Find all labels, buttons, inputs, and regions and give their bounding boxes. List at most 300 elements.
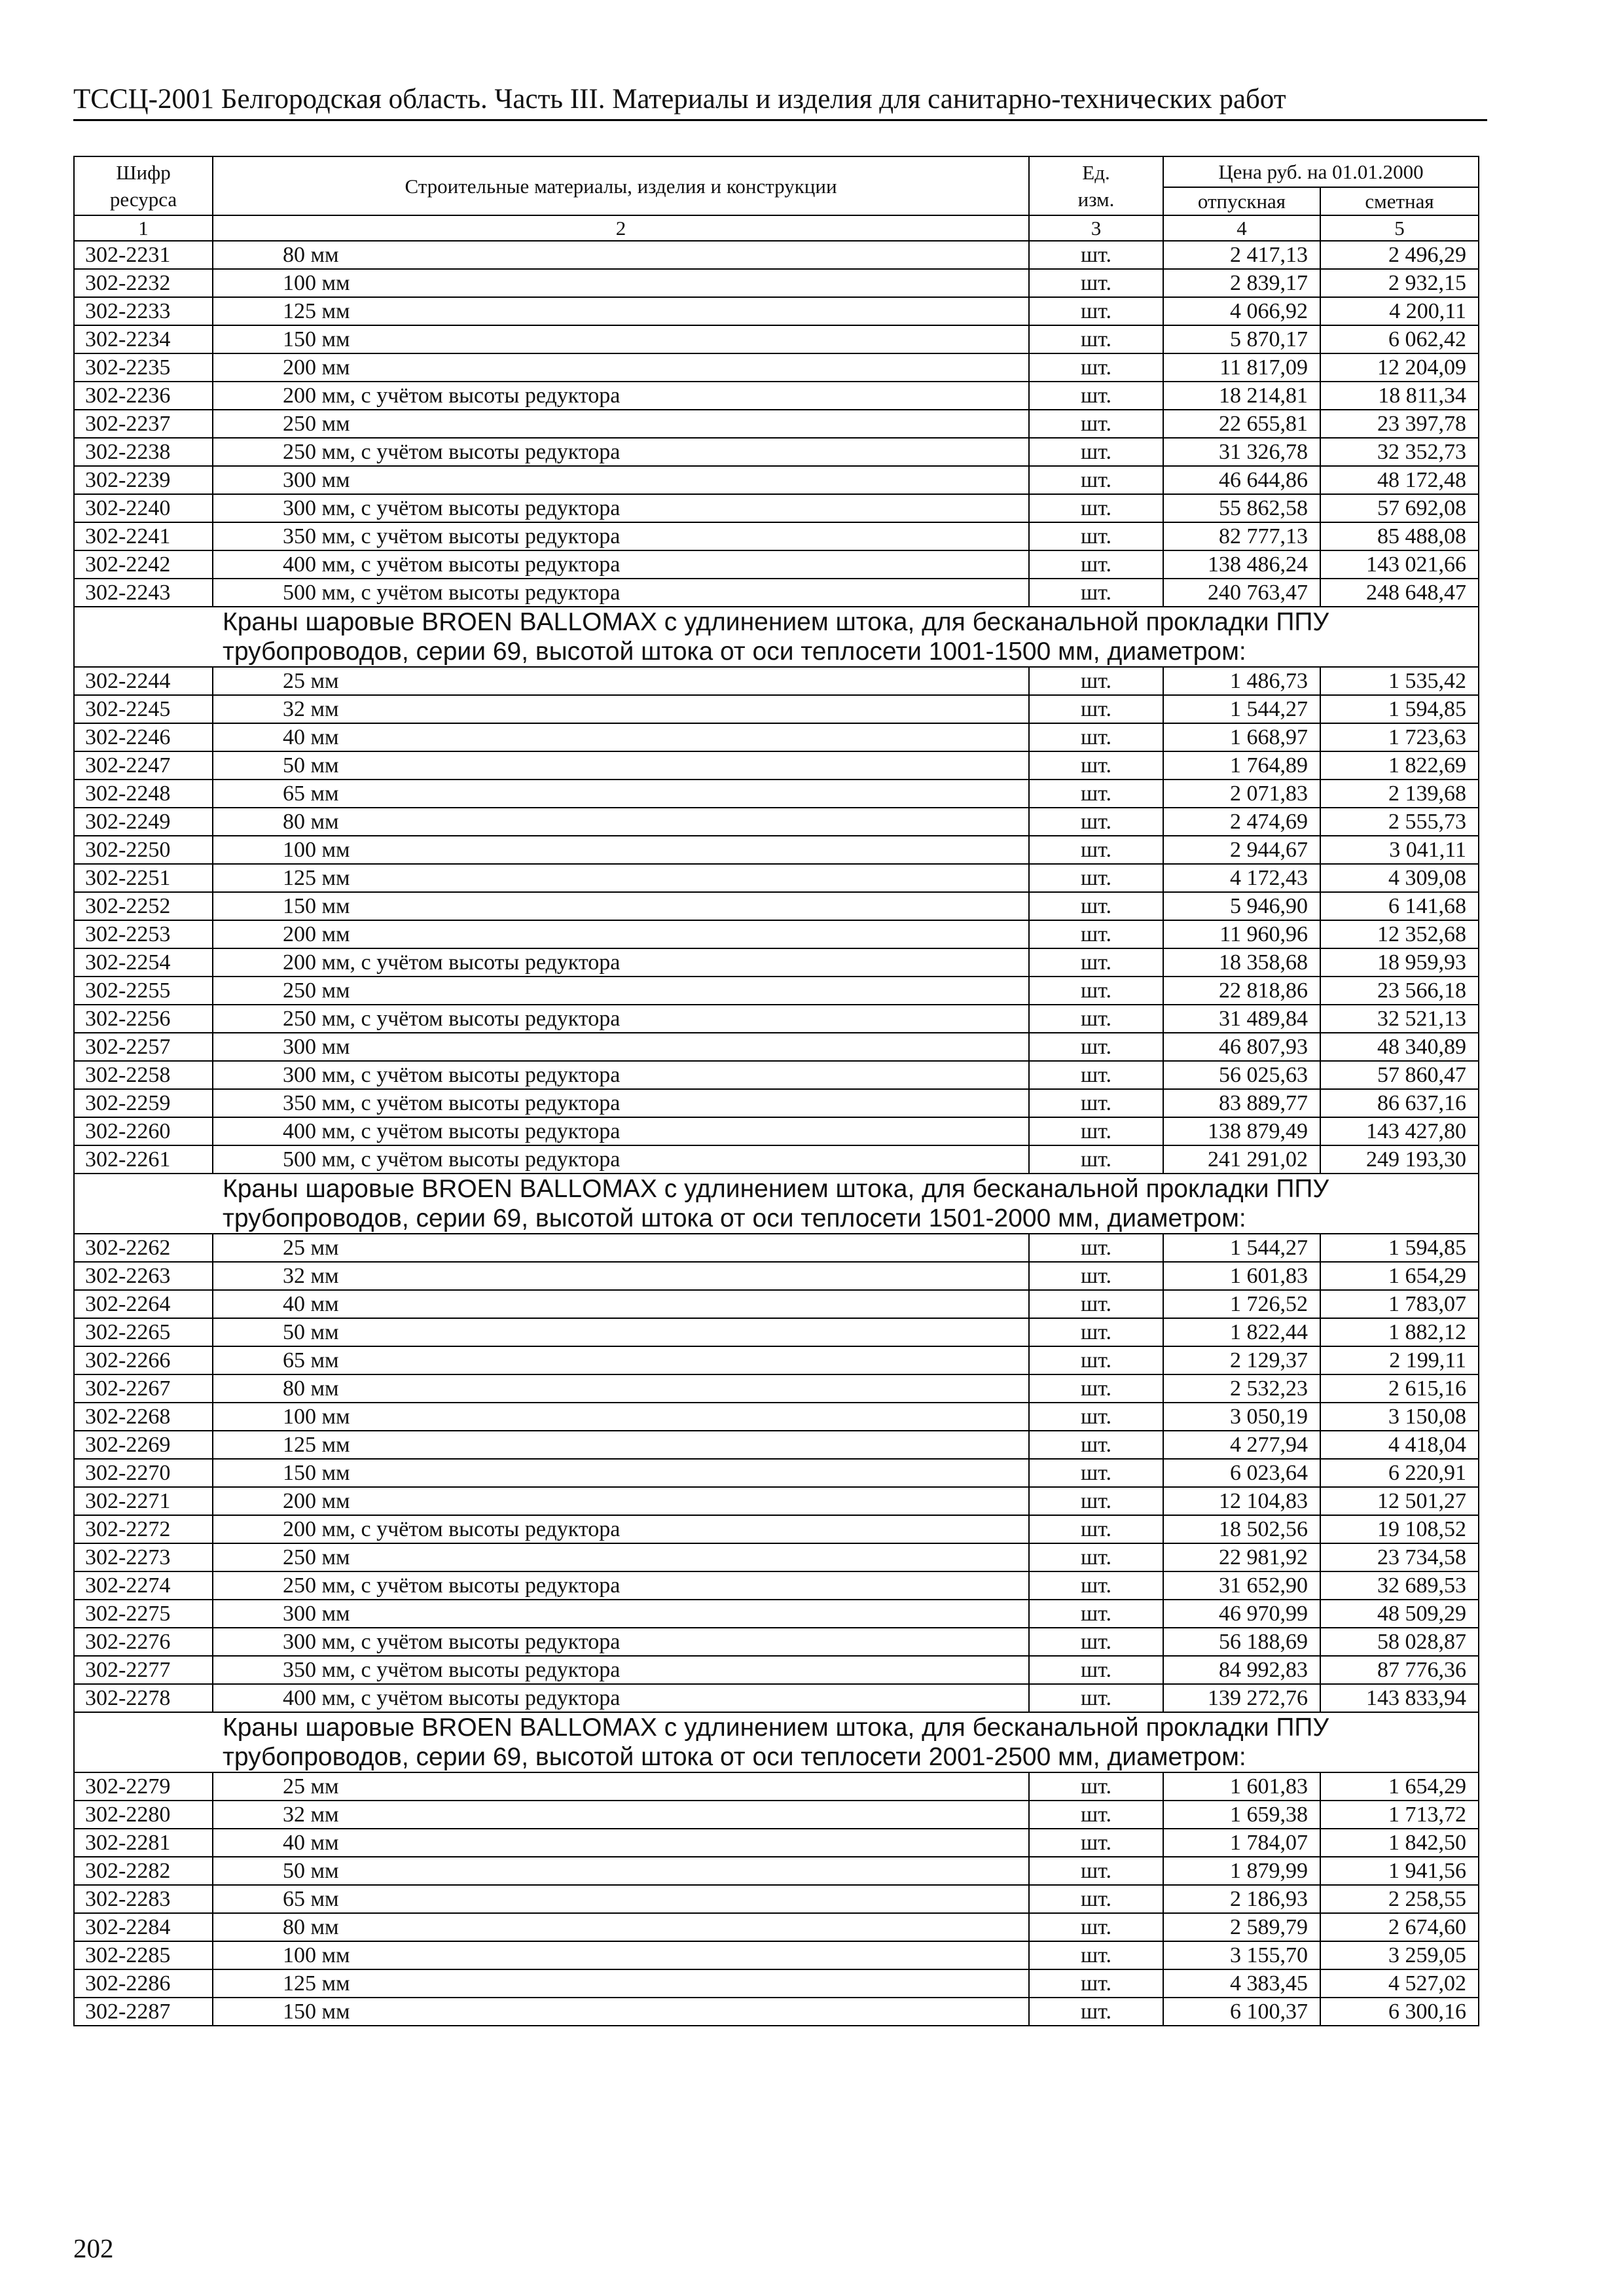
estimate-price-cell: 1 941,56 [1320,1857,1479,1885]
release-price-cell: 1 726,52 [1163,1290,1320,1318]
table-row [74,269,1479,297]
col-header-unit: Ед. изм. [1029,156,1163,215]
unit-cell: шт. [1029,297,1163,325]
code-cell: 302-2264 [74,1290,213,1318]
unit-cell: шт. [1029,353,1163,382]
release-price-cell: 18 358,68 [1163,948,1320,977]
code-cell: 302-2273 [74,1543,213,1571]
name-cell: 80 мм [213,241,1029,269]
code-cell: 302-2270 [74,1459,213,1487]
name-cell: 32 мм [213,1801,1029,1829]
code-cell: 302-2258 [74,1061,213,1089]
code-cell: 302-2243 [74,579,213,607]
release-price-cell: 2 474,69 [1163,808,1320,836]
unit-cell: шт. [1029,1145,1163,1174]
estimate-price-cell: 143 021,66 [1320,550,1479,579]
estimate-price-cell: 32 352,73 [1320,438,1479,466]
estimate-price-cell: 12 204,09 [1320,353,1479,382]
table-row [74,1346,1479,1374]
release-price-cell: 18 502,56 [1163,1515,1320,1543]
section-heading-row [74,1174,1479,1234]
code-cell: 302-2232 [74,269,213,297]
col-number-5: 5 [1320,215,1479,241]
estimate-price-cell: 1 654,29 [1320,1262,1479,1290]
table-row [74,864,1479,892]
unit-cell: шт. [1029,667,1163,695]
name-cell: 32 мм [213,695,1029,723]
name-cell: 350 мм, с учётом высоты редуктора [213,1089,1029,1117]
code-cell: 302-2287 [74,1998,213,2026]
release-price-cell: 6 100,37 [1163,1998,1320,2026]
table-row [74,1998,1479,2026]
table-row [74,1857,1479,1885]
name-cell: 250 мм, с учётом высоты редуктора [213,1005,1029,1033]
unit-cell: шт. [1029,382,1163,410]
code-cell: 302-2261 [74,1145,213,1174]
code-cell: 302-2282 [74,1857,213,1885]
code-cell: 302-2234 [74,325,213,353]
code-cell: 302-2283 [74,1885,213,1913]
name-cell: 100 мм [213,269,1029,297]
unit-cell: шт. [1029,1318,1163,1346]
table-row [74,1089,1479,1117]
unit-cell: шт. [1029,1374,1163,1403]
release-price-cell: 12 104,83 [1163,1487,1320,1515]
code-cell: 302-2286 [74,1969,213,1998]
name-cell: 65 мм [213,780,1029,808]
release-price-cell: 22 818,86 [1163,977,1320,1005]
release-price-cell: 1 544,27 [1163,695,1320,723]
release-price-cell: 2 186,93 [1163,1885,1320,1913]
release-price-cell: 2 071,83 [1163,780,1320,808]
unit-cell: шт. [1029,241,1163,269]
table-row [74,808,1479,836]
estimate-price-cell: 1 842,50 [1320,1829,1479,1857]
section-heading-row [74,1712,1479,1772]
name-cell: 400 мм, с учётом высоты редуктора [213,1117,1029,1145]
estimate-price-cell: 23 566,18 [1320,977,1479,1005]
unit-cell: шт. [1029,1656,1163,1684]
section-heading-line: Краны шаровые BROEN BALLOMAX с удлинением штока, для бесканальной прокладки ППУ [223,1713,1329,1742]
release-price-cell: 4 277,94 [1163,1431,1320,1459]
table-row [74,920,1479,948]
code-cell: 302-2281 [74,1829,213,1857]
release-price-cell: 55 862,58 [1163,494,1320,522]
name-cell: 100 мм [213,1941,1029,1969]
estimate-price-cell: 48 509,29 [1320,1600,1479,1628]
section-heading-line: трубопроводов, серии 69, высотой штока от оси теплосети 2001-2500 мм, диаметром: [223,1743,1246,1771]
table-row [74,466,1479,494]
name-cell: 200 мм, с учётом высоты редуктора [213,1515,1029,1543]
unit-cell: шт. [1029,1290,1163,1318]
name-cell: 200 мм [213,920,1029,948]
unit-cell: шт. [1029,723,1163,751]
release-price-cell: 22 981,92 [1163,1543,1320,1571]
name-cell: 250 мм [213,1543,1029,1571]
header-rule [73,119,1487,121]
estimate-price-cell: 1 594,85 [1320,695,1479,723]
unit-cell: шт. [1029,751,1163,780]
code-cell: 302-2271 [74,1487,213,1515]
unit-cell: шт. [1029,1061,1163,1089]
estimate-price-cell: 2 496,29 [1320,241,1479,269]
table-row [74,1459,1479,1487]
release-price-cell: 2 532,23 [1163,1374,1320,1403]
table-row [74,382,1479,410]
code-cell: 302-2267 [74,1374,213,1403]
release-price-cell: 18 214,81 [1163,382,1320,410]
table-row [74,667,1479,695]
table-row [74,1941,1479,1969]
estimate-price-cell: 87 776,36 [1320,1656,1479,1684]
table-row [74,1290,1479,1318]
unit-cell: шт. [1029,920,1163,948]
code-cell: 302-2247 [74,751,213,780]
release-price-cell: 11 960,96 [1163,920,1320,948]
unit-cell: шт. [1029,1346,1163,1374]
unit-cell: шт. [1029,1885,1163,1913]
table-row [74,977,1479,1005]
table-row [74,297,1479,325]
estimate-price-cell: 58 028,87 [1320,1628,1479,1656]
code-cell: 302-2265 [74,1318,213,1346]
unit-cell: шт. [1029,1459,1163,1487]
release-price-cell: 1 822,44 [1163,1318,1320,1346]
table-row [74,1571,1479,1600]
estimate-price-cell: 2 199,11 [1320,1346,1479,1374]
col-number-2: 2 [213,215,1029,241]
col-number-1: 1 [74,215,213,241]
release-price-cell: 1 784,07 [1163,1829,1320,1857]
release-price-cell: 1 486,73 [1163,667,1320,695]
code-cell: 302-2239 [74,466,213,494]
name-cell: 65 мм [213,1885,1029,1913]
unit-cell: шт. [1029,808,1163,836]
estimate-price-cell: 23 397,78 [1320,410,1479,438]
table-row [74,1829,1479,1857]
name-cell: 300 мм, с учётом высоты редуктора [213,494,1029,522]
table-row [74,1600,1479,1628]
name-cell: 25 мм [213,667,1029,695]
unit-cell: шт. [1029,466,1163,494]
table-row [74,325,1479,353]
name-cell: 200 мм [213,1487,1029,1515]
price-table [73,156,1479,2026]
code-cell: 302-2268 [74,1403,213,1431]
table-row [74,1772,1479,1801]
unit-cell: шт. [1029,438,1163,466]
unit-cell: шт. [1029,1033,1163,1061]
release-price-cell: 1 764,89 [1163,751,1320,780]
release-price-cell: 3 050,19 [1163,1403,1320,1431]
code-cell: 302-2242 [74,550,213,579]
release-price-cell: 139 272,76 [1163,1684,1320,1712]
estimate-price-cell: 6 300,16 [1320,1998,1479,2026]
estimate-price-cell: 2 139,68 [1320,780,1479,808]
name-cell: 250 мм, с учётом высоты редуктора [213,1571,1029,1600]
estimate-price-cell: 248 648,47 [1320,579,1479,607]
unit-cell: шт. [1029,864,1163,892]
release-price-cell: 241 291,02 [1163,1145,1320,1174]
code-cell: 302-2274 [74,1571,213,1600]
release-price-cell: 6 023,64 [1163,1459,1320,1487]
name-cell: 350 мм, с учётом высоты редуктора [213,522,1029,550]
release-price-cell: 1 879,99 [1163,1857,1320,1885]
estimate-price-cell: 1 594,85 [1320,1234,1479,1262]
table-row [74,1061,1479,1089]
unit-cell: шт. [1029,836,1163,864]
estimate-price-cell: 1 654,29 [1320,1772,1479,1801]
estimate-price-cell: 1 822,69 [1320,751,1479,780]
code-cell: 302-2280 [74,1801,213,1829]
table-row [74,1628,1479,1656]
code-cell: 302-2235 [74,353,213,382]
code-cell: 302-2231 [74,241,213,269]
unit-cell: шт. [1029,780,1163,808]
name-cell: 125 мм [213,1431,1029,1459]
unit-cell: шт. [1029,1431,1163,1459]
table-row [74,1145,1479,1174]
table-row [74,438,1479,466]
unit-cell: шт. [1029,522,1163,550]
table-row [74,1318,1479,1346]
code-cell: 302-2249 [74,808,213,836]
estimate-price-cell: 57 860,47 [1320,1061,1479,1089]
unit-cell: шт. [1029,1857,1163,1885]
estimate-price-cell: 19 108,52 [1320,1515,1479,1543]
table-row [74,1234,1479,1262]
unit-cell: шт. [1029,1600,1163,1628]
estimate-price-cell: 3 150,08 [1320,1403,1479,1431]
unit-cell: шт. [1029,494,1163,522]
name-cell: 40 мм [213,1290,1029,1318]
table-row [74,836,1479,864]
code-cell: 302-2238 [74,438,213,466]
name-cell: 125 мм [213,297,1029,325]
estimate-price-cell: 18 959,93 [1320,948,1479,977]
estimate-price-cell: 57 692,08 [1320,494,1479,522]
name-cell: 80 мм [213,1913,1029,1941]
unit-cell: шт. [1029,1772,1163,1801]
release-price-cell: 240 763,47 [1163,579,1320,607]
name-cell: 200 мм [213,353,1029,382]
code-cell: 302-2254 [74,948,213,977]
unit-cell: шт. [1029,1941,1163,1969]
name-cell: 300 мм [213,1600,1029,1628]
code-cell: 302-2246 [74,723,213,751]
unit-cell: шт. [1029,695,1163,723]
section-heading-line: трубопроводов, серии 69, высотой штока от оси теплосети 1501-2000 мм, диаметром: [223,1204,1246,1232]
col-header-estimate: сметная [1320,187,1479,215]
code-cell: 302-2272 [74,1515,213,1543]
name-cell: 40 мм [213,1829,1029,1857]
col-header-price-group: Цена руб. на 01.01.2000 [1163,156,1479,187]
table-row [74,1374,1479,1403]
estimate-price-cell: 2 555,73 [1320,808,1479,836]
unit-cell: шт. [1029,550,1163,579]
code-cell: 302-2256 [74,1005,213,1033]
table-body [74,241,1479,2026]
name-cell: 65 мм [213,1346,1029,1374]
code-cell: 302-2276 [74,1628,213,1656]
code-cell: 302-2233 [74,297,213,325]
code-cell: 302-2266 [74,1346,213,1374]
unit-cell: шт. [1029,977,1163,1005]
section-heading-row [74,607,1479,667]
code-cell: 302-2269 [74,1431,213,1459]
estimate-price-cell: 249 193,30 [1320,1145,1479,1174]
name-cell: 80 мм [213,808,1029,836]
name-cell: 350 мм, с учётом высоты редуктора [213,1656,1029,1684]
code-cell: 302-2285 [74,1941,213,1969]
name-cell: 200 мм, с учётом высоты редуктора [213,382,1029,410]
unit-cell: шт. [1029,1913,1163,1941]
estimate-price-cell: 4 200,11 [1320,297,1479,325]
release-price-cell: 138 486,24 [1163,550,1320,579]
estimate-price-cell: 1 713,72 [1320,1801,1479,1829]
code-cell: 302-2260 [74,1117,213,1145]
release-price-cell: 1 544,27 [1163,1234,1320,1262]
name-cell: 250 мм [213,410,1029,438]
unit-cell: шт. [1029,269,1163,297]
unit-cell: шт. [1029,948,1163,977]
estimate-price-cell: 6 062,42 [1320,325,1479,353]
release-price-cell: 1 668,97 [1163,723,1320,751]
col-header-name: Строительные материалы, изделия и конструкции [213,156,1029,215]
section-heading-line: Краны шаровые BROEN BALLOMAX с удлинением штока, для бесканальной прокладки ППУ [223,608,1329,636]
unit-cell: шт. [1029,1571,1163,1600]
table-row [74,1969,1479,1998]
name-cell: 500 мм, с учётом высоты редуктора [213,1145,1029,1174]
unit-cell: шт. [1029,1515,1163,1543]
unit-cell: шт. [1029,410,1163,438]
name-cell: 300 мм, с учётом высоты редуктора [213,1061,1029,1089]
release-price-cell: 22 655,81 [1163,410,1320,438]
release-price-cell: 4 383,45 [1163,1969,1320,1998]
release-price-cell: 1 601,83 [1163,1262,1320,1290]
release-price-cell: 46 970,99 [1163,1600,1320,1628]
estimate-price-cell: 6 141,68 [1320,892,1479,920]
unit-cell: шт. [1029,1829,1163,1857]
code-cell: 302-2275 [74,1600,213,1628]
name-cell: 100 мм [213,1403,1029,1431]
name-cell: 32 мм [213,1262,1029,1290]
unit-cell: шт. [1029,1998,1163,2026]
code-cell: 302-2251 [74,864,213,892]
unit-cell: шт. [1029,1089,1163,1117]
table-row [74,1801,1479,1829]
release-price-cell: 83 889,77 [1163,1089,1320,1117]
table-row [74,1684,1479,1712]
unit-cell: шт. [1029,892,1163,920]
estimate-price-cell: 1 723,63 [1320,723,1479,751]
table-row [74,1913,1479,1941]
release-price-cell: 2 129,37 [1163,1346,1320,1374]
table-row [74,353,1479,382]
col-header-release: отпускная [1163,187,1320,215]
code-cell: 302-2257 [74,1033,213,1061]
release-price-cell: 5 946,90 [1163,892,1320,920]
release-price-cell: 5 870,17 [1163,325,1320,353]
code-cell: 302-2237 [74,410,213,438]
table-row [74,1431,1479,1459]
estimate-price-cell: 6 220,91 [1320,1459,1479,1487]
name-cell: 40 мм [213,723,1029,751]
name-cell: 25 мм [213,1234,1029,1262]
table-row [74,522,1479,550]
release-price-cell: 56 025,63 [1163,1061,1320,1089]
code-cell: 302-2252 [74,892,213,920]
section-heading [74,1174,1479,1234]
table-row [74,1033,1479,1061]
release-price-cell: 3 155,70 [1163,1941,1320,1969]
unit-cell: шт. [1029,1487,1163,1515]
estimate-price-cell: 3 259,05 [1320,1941,1479,1969]
code-cell: 302-2253 [74,920,213,948]
release-price-cell: 31 652,90 [1163,1571,1320,1600]
estimate-price-cell: 18 811,34 [1320,382,1479,410]
estimate-price-cell: 1 882,12 [1320,1318,1479,1346]
release-price-cell: 138 879,49 [1163,1117,1320,1145]
release-price-cell: 2 944,67 [1163,836,1320,864]
table-row [74,494,1479,522]
release-price-cell: 4 172,43 [1163,864,1320,892]
section-heading-line: Краны шаровые BROEN BALLOMAX с удлинением штока, для бесканальной прокладки ППУ [223,1175,1329,1203]
table-row [74,1005,1479,1033]
table-row [74,550,1479,579]
section-heading [74,607,1479,667]
estimate-price-cell: 3 041,11 [1320,836,1479,864]
table-row [74,948,1479,977]
name-cell: 300 мм [213,1033,1029,1061]
unit-cell: шт. [1029,1117,1163,1145]
release-price-cell: 31 489,84 [1163,1005,1320,1033]
code-cell: 302-2284 [74,1913,213,1941]
name-cell: 150 мм [213,892,1029,920]
estimate-price-cell: 23 734,58 [1320,1543,1479,1571]
table-row [74,241,1479,269]
code-cell: 302-2255 [74,977,213,1005]
estimate-price-cell: 4 527,02 [1320,1969,1479,1998]
name-cell: 25 мм [213,1772,1029,1801]
page-header: ТССЦ-2001 Белгородская область. Часть III. Материалы и изделия для санитарно-технических работ [73,84,1286,115]
code-cell: 302-2278 [74,1684,213,1712]
code-cell: 302-2259 [74,1089,213,1117]
estimate-price-cell: 143 833,94 [1320,1684,1479,1712]
unit-cell: шт. [1029,1543,1163,1571]
name-cell: 80 мм [213,1374,1029,1403]
col-number-3: 3 [1029,215,1163,241]
release-price-cell: 1 659,38 [1163,1801,1320,1829]
name-cell: 125 мм [213,1969,1029,1998]
release-price-cell: 2 589,79 [1163,1913,1320,1941]
unit-cell: шт. [1029,1403,1163,1431]
estimate-price-cell: 1 783,07 [1320,1290,1479,1318]
name-cell: 150 мм [213,1998,1029,2026]
unit-cell: шт. [1029,1262,1163,1290]
release-price-cell: 46 644,86 [1163,466,1320,494]
estimate-price-cell: 48 172,48 [1320,466,1479,494]
table-row [74,695,1479,723]
code-cell: 302-2263 [74,1262,213,1290]
name-cell: 400 мм, с учётом высоты редуктора [213,550,1029,579]
code-cell: 302-2279 [74,1772,213,1801]
name-cell: 500 мм, с учётом высоты редуктора [213,579,1029,607]
name-cell: 125 мм [213,864,1029,892]
release-price-cell: 2 839,17 [1163,269,1320,297]
name-cell: 250 мм, с учётом высоты редуктора [213,438,1029,466]
table-row [74,1543,1479,1571]
